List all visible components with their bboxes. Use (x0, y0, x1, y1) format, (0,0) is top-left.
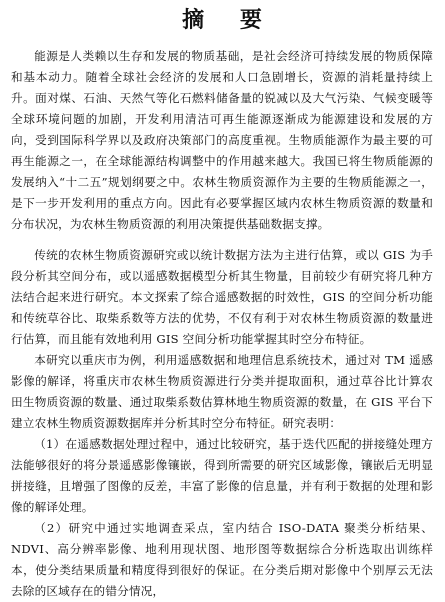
paragraph-finding-1: （1）在遥感数据处理过程中，通过比较研究，基于迭代匹配的拼接缝处理方法能够很好的将分景遥感影像镶嵌，得到所需要的研究区域影像，镶嵌后无明显拼接缝，且增强了图像的反差，丰富了影像的信息量，并有利于数据的处理和影像的解译处理。 (11, 437, 433, 514)
paragraph-case-study: 本研究以重庆市为例，利用遥感数据和地理信息系统技术，通过对 TM 遥感影像的解译，将重庆市农林生物质资源进行分类并提取面积，通过草谷比计算农田生物质资源的数量、通过取柴系数估算林地生物质资源的数量，在 GIS 平台下建立农林生物质资源数据库并分析其时空分布特征。研究表明： (11, 353, 433, 430)
paragraph-finding-2: （2）研究中通过实地调查采点，室内结合 ISO-DATA 聚类分析结果、NDVI、高分辨率影像、地利用现状图、地形图等数据综合分析选取出训练样本，使分类结果质量和精度得到很好的保证。在分类后期对影像中个别厚云无法去除的区域存在的错分情况， (11, 521, 433, 598)
paragraph-research-methods: 传统的农林生物质资源研究或以统计数据方法为主进行估算，或以 GIS 为手段分析其空间分布，或以遥感数据模型分析其生物量，目前较少有研究将几种方法结合起来进行研究。本文探索了综合遥感数据的时效性，GIS 的空间分析功能和传统草谷比、取柴系数等方法的优势，不仅有利于对农林生物质资源的数量进行估算，而且能有效地利用 GIS 空间分析功能掌握其时空分布特征。 (11, 248, 433, 346)
page-title: 摘 要 (182, 8, 276, 33)
paragraph-energy-background: 能源是人类赖以生存和发展的物质基础，是社会经济可持续发展的物质保障和基本动力。随着全球社会经济的发展和人口急剧增长，资源的消耗量持续上升。面对煤、石油、天然气等化石燃料储备量的锐减以及大气污染、气候变暖等全球环境问题的加剧，开发利用清洁可再生能源逐渐成为能源建设和发展的方向，受到国际科学界以及政府决策部门的高度重视。生物质能源作为最主要的可再生能源之一，在全球能源结构调整中的作用越来越大。我国已将生物质能源的发展纳入“十二五”规划纲要之中。农林生物质资源作为主要的生物质能源之一，是下一步开发利用的重点方向。因此有必要掌握区域内农林生物质资源的数量和分布状况，为农林生物质资源的利用决策提供基础数据支撑。 (11, 49, 433, 231)
